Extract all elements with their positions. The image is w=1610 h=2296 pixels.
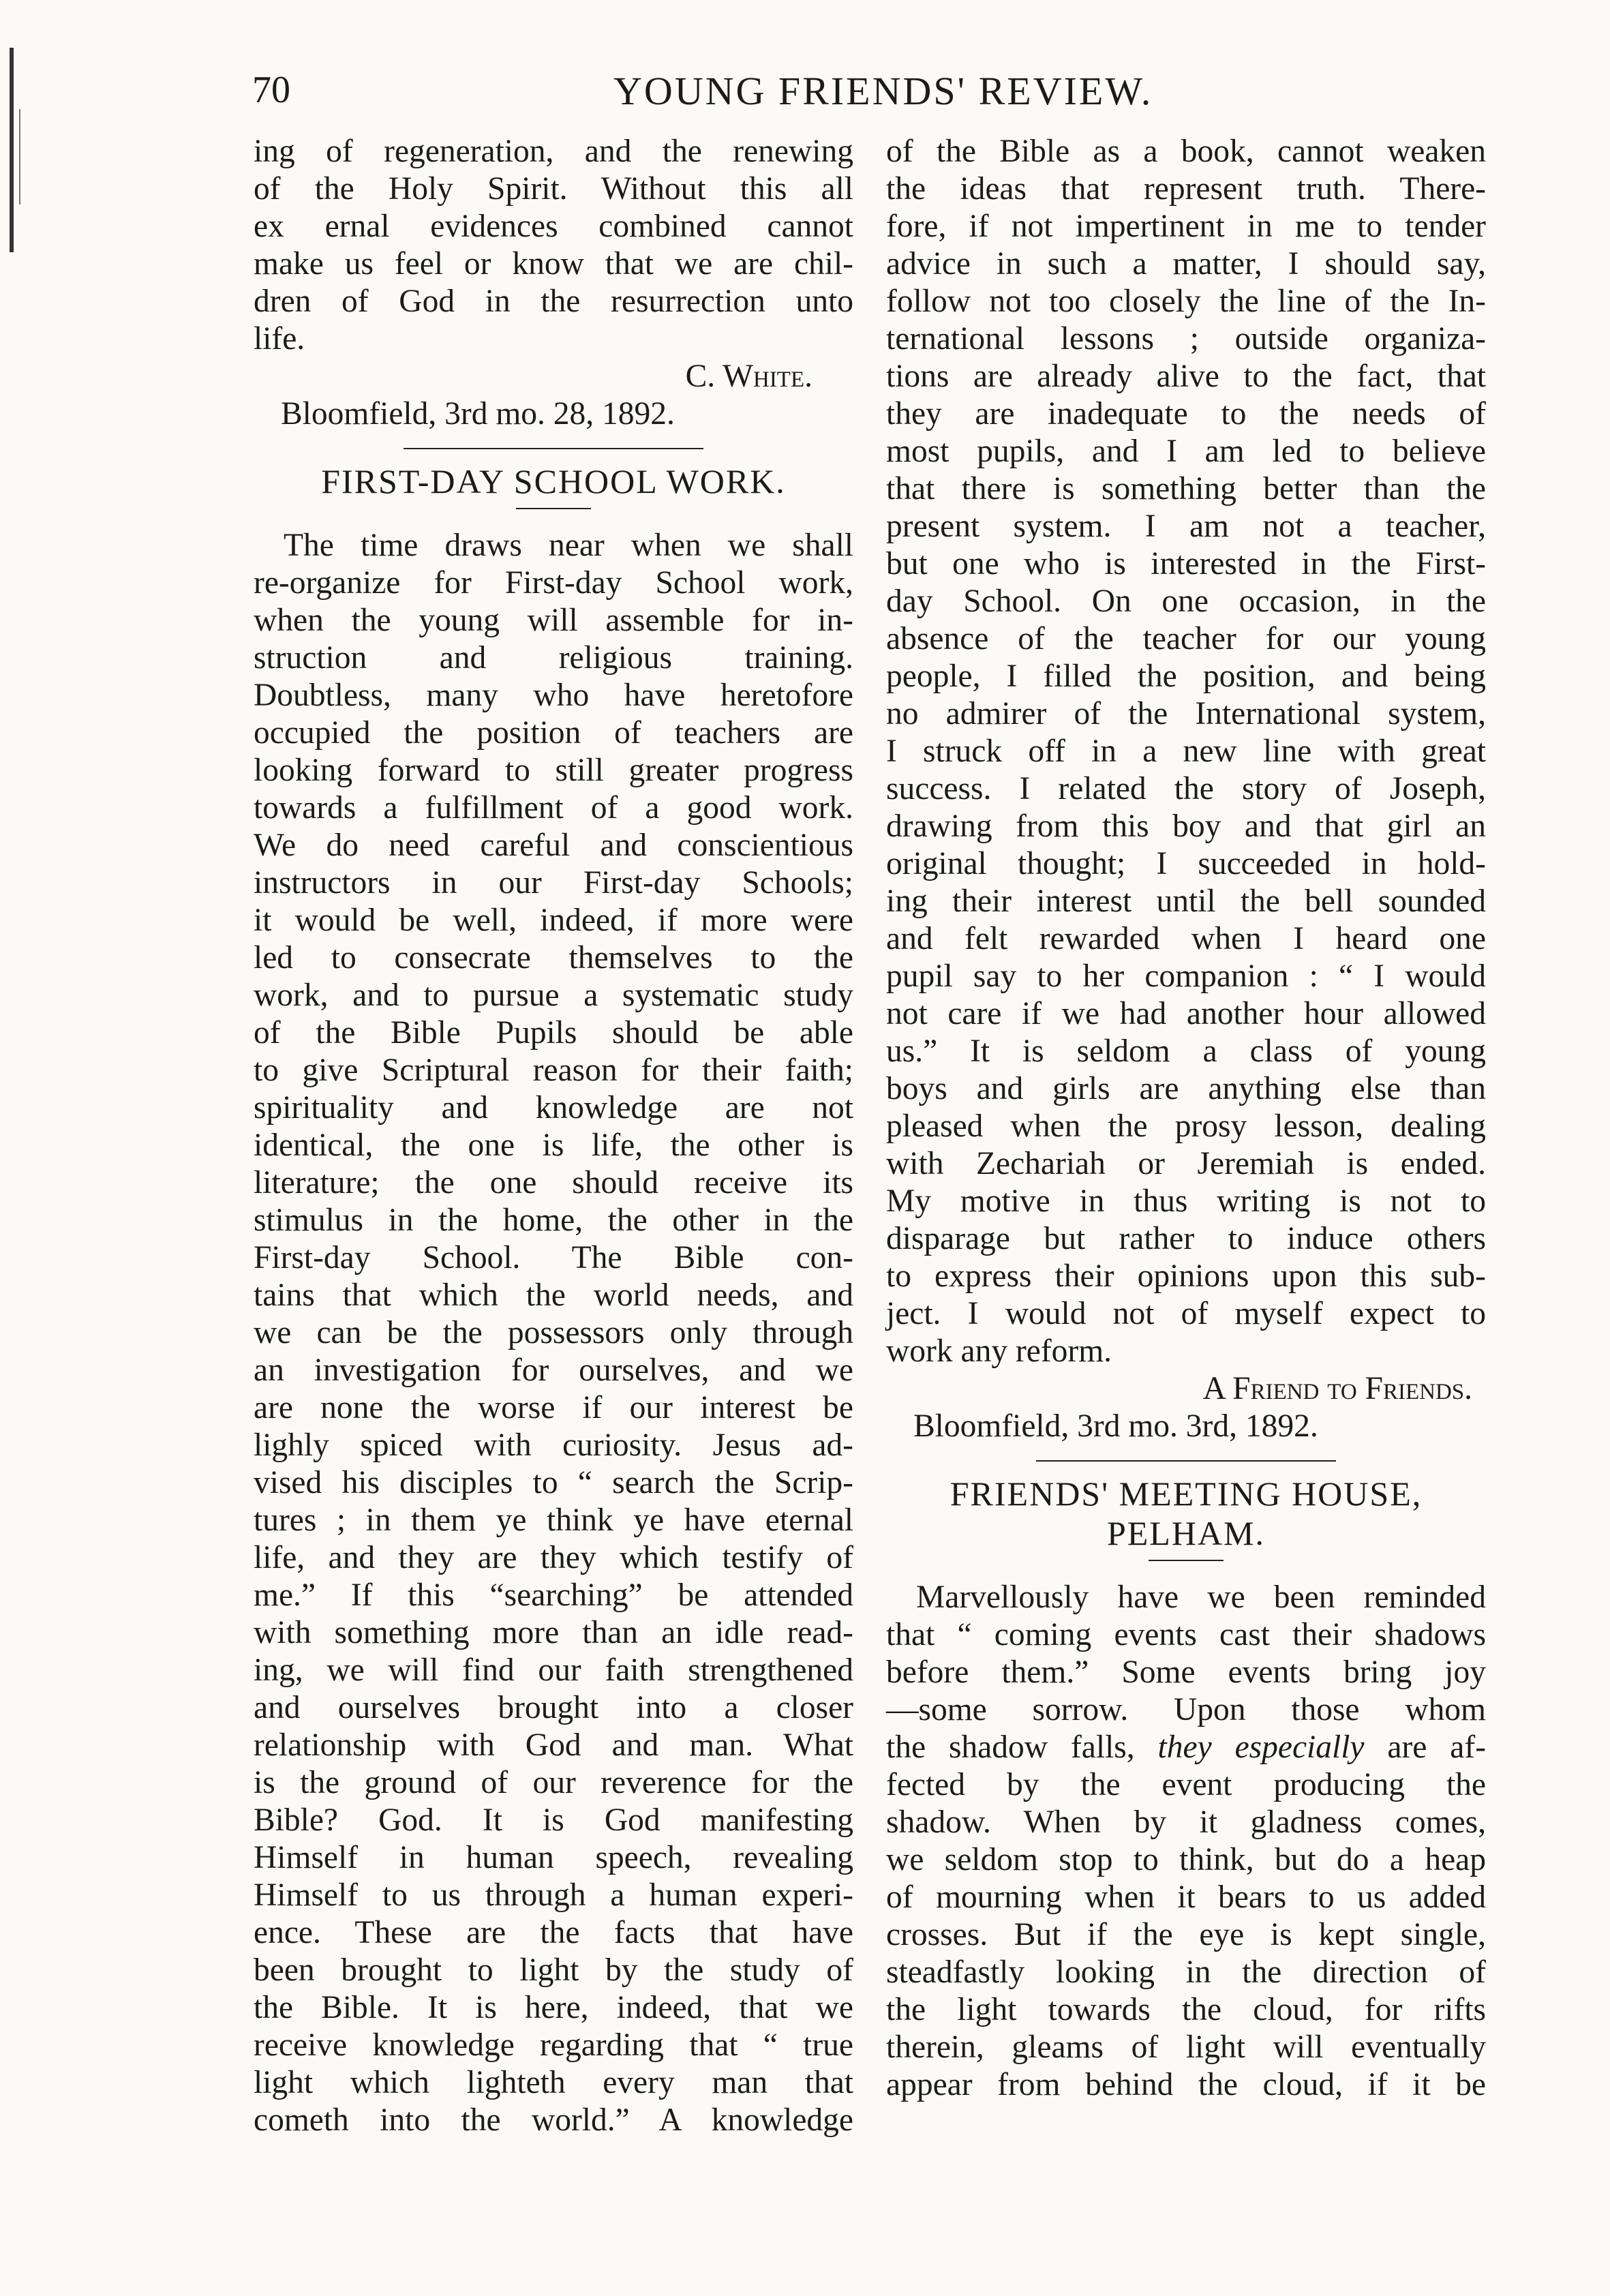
text-line: life, and they are they which testify of [254, 1540, 853, 1575]
text-line: most pupils, and I am led to believe [886, 434, 1486, 469]
text-line: I struck off in a new line with great [886, 734, 1486, 769]
text-line: ing of regeneration, and the renewing [254, 134, 853, 169]
text-line: fected by the event producing the [886, 1767, 1486, 1802]
text-line: steadfastly looking in the direction of [886, 1954, 1486, 1990]
text-line: tures ; in them ye think ye have eternal [254, 1502, 853, 1538]
text-line: literature; the one should receive its [254, 1165, 853, 1200]
binding-edge-mark-secondary [19, 109, 20, 205]
em-line-emphasis: they especially [1157, 1729, 1365, 1765]
text-line: shadow. When by it gladness comes, [886, 1804, 1486, 1840]
heading-underline [516, 508, 591, 509]
text-line: us.” It is seldom a class of young [886, 1033, 1486, 1069]
text-line: with something more than an idle read- [254, 1615, 853, 1650]
text-line: but one who is interested in the First- [886, 546, 1486, 581]
text-line: of mourning when it bears to us added [886, 1879, 1486, 1915]
section-heading-first-day-school: FIRST-DAY SCHOOL WORK. [321, 462, 786, 500]
article-continuation [886, 133, 1486, 1370]
text-line: success. I related the story of Joseph, [886, 771, 1486, 806]
intro-signature [254, 358, 853, 395]
text-line: advice in such a matter, I should say, [886, 246, 1486, 282]
text-line: Marvellously have we been reminded [916, 1580, 1486, 1615]
text-line: to express their opinions upon this sub- [886, 1258, 1486, 1294]
meeting-house-body-b [886, 1766, 1486, 2104]
text-line: lighly spiced with curiosity. Jesus ad- [254, 1428, 853, 1463]
section-divider [404, 448, 703, 449]
heading-line-1: FRIENDS' MEETING HOUSE, [950, 1475, 1423, 1513]
text-line: drawing from this boy and that girl an [886, 809, 1486, 844]
intro-dateline: Bloomfield, 3rd mo. 28, 1892. [281, 396, 675, 432]
text-line: the light towards the cloud, for rifts [886, 1992, 1486, 2027]
text-line: ternational lessons ; outside organiza- [886, 321, 1486, 357]
text-line: me.” If this “searching” be attended [254, 1577, 853, 1613]
text-line: Himself in human speech, revealing [254, 1840, 853, 1875]
text-line: present system. I am not a teacher, [886, 509, 1486, 544]
intro-paragraph [254, 133, 853, 358]
text-line: struction and religious training. [254, 640, 853, 676]
text-line: the ideas that represent truth. There- [886, 171, 1486, 207]
article-body-first-day-school [254, 527, 853, 2139]
text-line: the Bible. It is here, indeed, that we [254, 1990, 853, 2025]
text-line: work, and to pursue a systematic study [254, 978, 853, 1013]
text-line: are none the worse if our interest be [254, 1390, 853, 1425]
text-line: vised his disciples to “ search the Scrip- [254, 1465, 853, 1500]
text-line: pupil say to her companion : “ I would [886, 958, 1486, 994]
text-line: been brought to light by the study of [254, 1952, 853, 1988]
text-line: First-day School. The Bible con- [254, 1240, 853, 1275]
text-line: ex ernal evidences combined cannot [254, 209, 853, 244]
text-line: make us feel or know that we are chil- [254, 246, 853, 282]
text-line: ence. These are the facts that have [254, 1915, 853, 1950]
text-line: relationship with God and man. What [254, 1727, 853, 1763]
meeting-house-body-a [886, 1579, 1486, 1729]
text-line: My motive in thus writing is not to [886, 1183, 1486, 1219]
text-line: led to consecrate themselves to the [254, 940, 853, 976]
text-line: Bible? God. It is God manifesting [254, 1802, 853, 1838]
text-line: tains that which the world needs, and [254, 1278, 853, 1313]
text-line: no admirer of the International system, [886, 696, 1486, 731]
text-line: that “ coming events cast their shadows [886, 1617, 1486, 1652]
text-line: of the Holy Spirit. Without this all [254, 171, 853, 207]
text-line: looking forward to still greater progress [254, 753, 853, 788]
section-heading-meeting-house [886, 1474, 1486, 1553]
text-line: light which lighteth every man that [254, 2065, 853, 2100]
text-line: The time draws near when we shall [284, 528, 853, 563]
text-line: absence of the teacher for our young [886, 621, 1486, 656]
text-line: of the Bible Pupils should be able [254, 1015, 853, 1051]
text-line: ing their interest until the bell sounded [886, 883, 1486, 919]
text-line: we can be the possessors only through [254, 1315, 853, 1350]
text-line: We do need careful and conscientious [254, 828, 853, 863]
text-line: occupied the position of teachers are [254, 715, 853, 751]
article-signature [886, 1370, 1486, 1408]
text-line: therein, gleams of light will eventually [886, 2029, 1486, 2065]
meeting-house-emphasis-line [886, 1729, 1486, 1766]
text-line: day School. On one occasion, in the [886, 584, 1486, 619]
text-line: when the young will assemble for in- [254, 603, 853, 638]
text-line: identical, the one is life, the other is [254, 1128, 853, 1163]
text-line: life. [254, 321, 305, 357]
text-line: and ourselves brought into a closer [254, 1690, 853, 1725]
text-line: and felt rewarded when I heard one [886, 921, 1486, 956]
text-line: is the ground of our reverence for the [254, 1765, 853, 1800]
text-line: re-organize for First-day School work, [254, 565, 853, 601]
text-line: with Zechariah or Jeremiah is ended. [886, 1146, 1486, 1181]
text-line: appear from behind the cloud, if it be [886, 2067, 1486, 2102]
text-line: stimulus in the home, the other in the [254, 1203, 853, 1238]
text-line: people, I filled the position, and being [886, 659, 1486, 694]
text-line: dren of God in the resurrection unto [254, 284, 853, 319]
text-line: spirituality and knowledge are not [254, 1090, 853, 1126]
text-line: tions are already alive to the fact, that [886, 359, 1486, 394]
running-head: YOUNG FRIENDS' REVIEW. [613, 69, 1153, 113]
text-line: to give Scriptural reason for their faith; [254, 1053, 853, 1088]
page-header [252, 68, 1411, 123]
text-line: disparage but rather to induce others [886, 1221, 1486, 1256]
text-line: original thought; I succeeded in hold- [886, 846, 1486, 881]
text-line: follow not too closely the line of the In- [886, 284, 1486, 319]
heading-line-2: PELHAM. [1106, 1514, 1266, 1552]
text-line: work any reform. [886, 1333, 1112, 1369]
right-column [886, 133, 1486, 2104]
page-number: 70 [252, 69, 290, 111]
intro-signature-text: C. White. [685, 359, 812, 394]
text-line: not care if we had another hour allowed [886, 996, 1486, 1031]
binding-edge-mark [10, 48, 14, 252]
text-line: of the Bible as a book, cannot weaken [886, 134, 1486, 169]
text-line: Doubtless, many who have heretofore [254, 678, 853, 713]
text-line: an investigation for ourselves, and we [254, 1353, 853, 1388]
text-line: before them.” Some events bring joy [886, 1655, 1486, 1690]
text-line: cometh into the world.” A knowledge [254, 2102, 853, 2138]
text-line: crosses. But if the eye is kept single, [886, 1917, 1486, 1952]
text-line: towards a fulfillment of a good work. [254, 790, 853, 826]
text-line: Himself to us through a human experi- [254, 1877, 853, 1913]
text-line: that there is something better than the [886, 471, 1486, 507]
article-signature-text: A Friend to Friends. [1202, 1371, 1472, 1406]
text-line: boys and girls are anything else than [886, 1071, 1486, 1106]
text-line: instructors in our First-day Schools; [254, 865, 853, 901]
text-line: receive knowledge regarding that “ true [254, 2027, 853, 2063]
text-line: —some sorrow. Upon those whom [886, 1692, 1486, 1727]
section-divider-2 [1036, 1460, 1336, 1462]
heading-underline-2 [1149, 1560, 1224, 1561]
text-line: we seldom stop to think, but do a heap [886, 1842, 1486, 1877]
text-line: ject. I would not of myself expect to [886, 1296, 1486, 1331]
em-line-after: are af- [1387, 1729, 1487, 1765]
article-dateline: Bloomfield, 3rd mo. 3rd, 1892. [913, 1408, 1318, 1444]
text-line: pleased when the prosy lesson, dealing [886, 1108, 1486, 1144]
text-line: it would be well, indeed, if more were [254, 903, 853, 938]
em-line-before: the shadow falls, [886, 1729, 1135, 1765]
left-column [254, 133, 853, 2139]
text-line: they are inadequate to the needs of [886, 396, 1486, 432]
text-line: fore, if not impertinent in me to tender [886, 209, 1486, 244]
text-line: ing, we will find our faith strengthened [254, 1652, 853, 1688]
